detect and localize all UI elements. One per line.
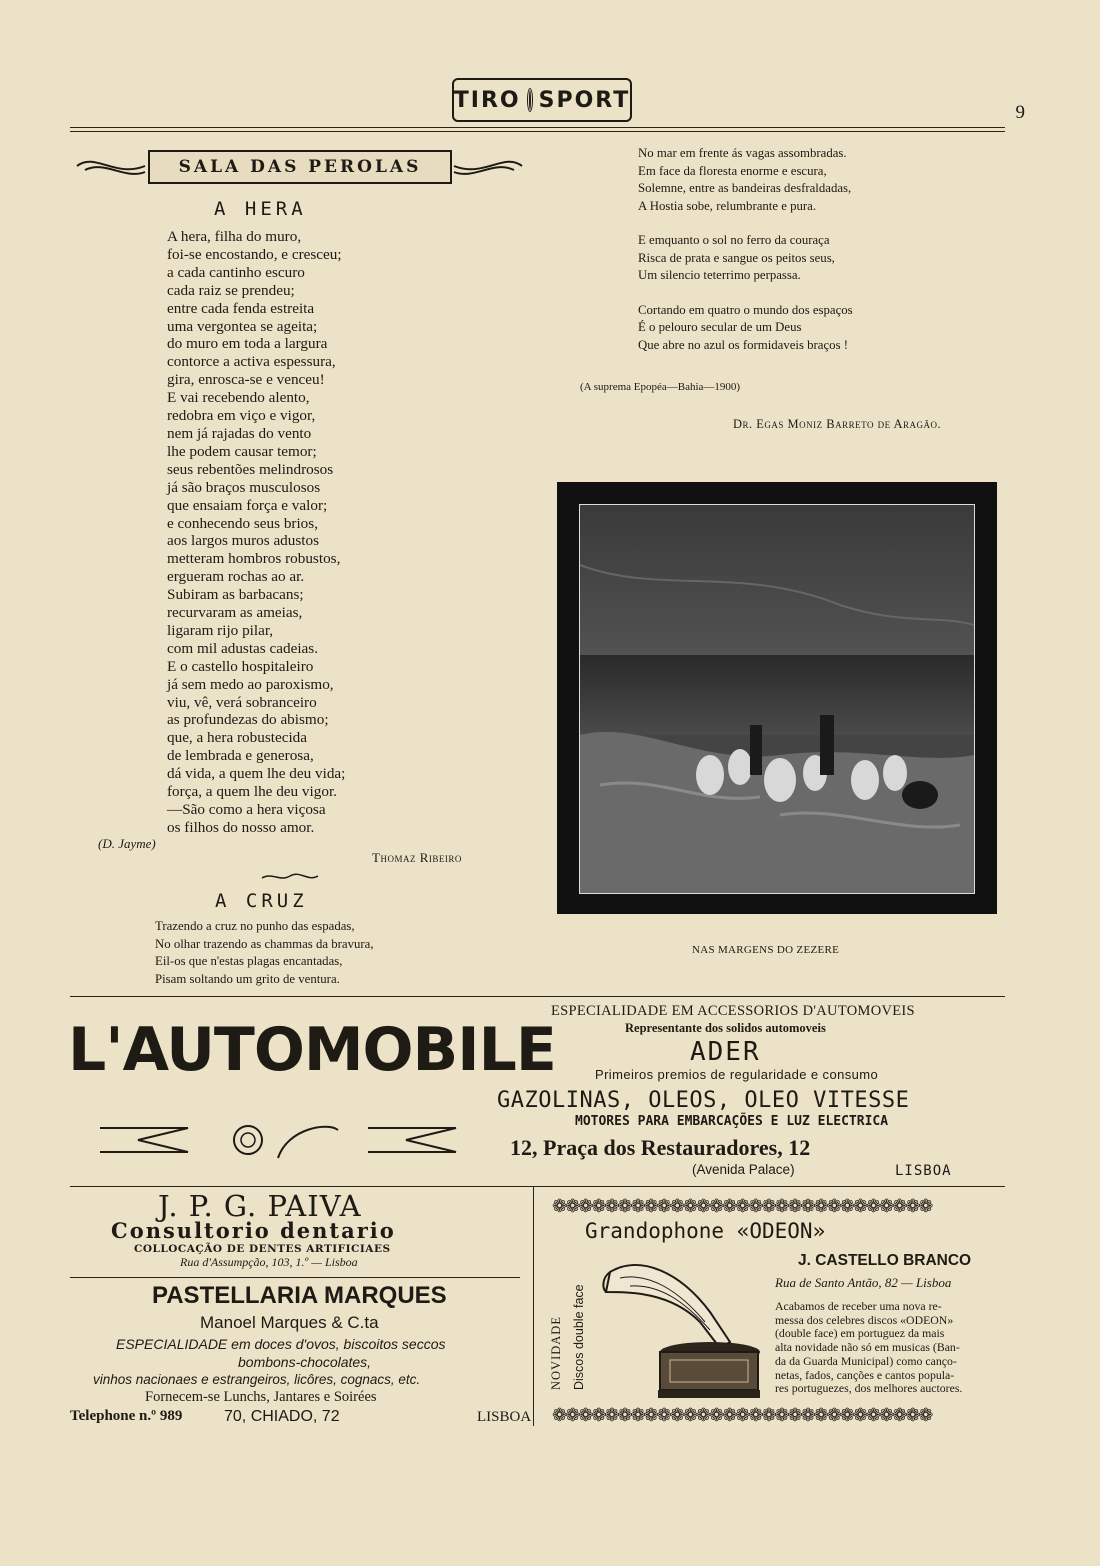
poem-line: dá vida, a quem lhe deu vida;: [167, 765, 346, 783]
poem-author: Thomaz Ribeiro: [372, 850, 462, 865]
ad-odeon-title: Grandophone «ODEON»: [585, 1219, 826, 1243]
poem-cruz-author: Dr. Egas Moniz Barreto de Aragão.: [733, 417, 942, 431]
poem-line: aos largos muros adustos: [167, 532, 320, 550]
ad-body-line: netas, fados, canções e cantos popula-: [775, 1367, 955, 1382]
page-number: 9: [1015, 102, 1025, 123]
ad-pastellaria-address: 70, CHIADO, 72: [224, 1408, 340, 1425]
masthead-left: TIRO: [453, 87, 521, 113]
poem-line: contorce a activa espessura,: [167, 353, 336, 371]
poem-line: Eil-os que n'estas plagas encantadas,: [155, 954, 343, 968]
poem-line: Solemne, entre as bandeiras desfraldadas,: [638, 181, 852, 195]
poem-line: de lembrada e generosa,: [167, 747, 314, 765]
ad-automobile-line1: ESPECIALIDADE EM ACCESSORIOS D'AUTOMOVEIS: [551, 1003, 915, 1019]
poem-line: do muro em toda a largura: [167, 335, 328, 353]
poem-title-hera: A HERA: [214, 198, 307, 220]
poem-source: (A suprema Epopéa—Bahia—1900): [580, 381, 741, 393]
ad-body-line: Acabamos de receber uma nova re-: [775, 1299, 942, 1313]
ad-paiva-name: J. P. G. PAIVA: [158, 1189, 362, 1223]
divider-ornament-icon: [260, 870, 320, 884]
poem-line: foi-se encostando, e cresceu;: [167, 245, 342, 263]
poem-dedication: (D. Jayme): [98, 836, 156, 851]
ad-pastellaria-owner: Manoel Marques & C.ta: [200, 1313, 379, 1332]
poem-line: com mil adustas cadeias.: [167, 639, 318, 657]
poem-line: Risca de prata e sangue os peitos seus,: [638, 250, 835, 265]
poem-line: No olhar trazendo as chammas da bravura,: [155, 936, 374, 951]
poem-line: Cortando em quatro o mundo dos espaços: [638, 302, 853, 317]
ad-automobile-address: 12, Praça dos Restauradores, 12: [510, 1135, 811, 1160]
ads-top-rule: [70, 996, 1005, 997]
poem-line: A Hostia sobe, relumbrante e pura.: [638, 198, 817, 213]
poem-line: gira, enrosca-se e venceu!: [167, 371, 325, 389]
poem-line: os filhos do nosso amor.: [167, 818, 315, 836]
poem-line: Que abre no azul os formidaveis braços !: [638, 337, 849, 352]
ad-odeon-address: Rua de Santo Antão, 82 — Lisboa: [775, 1275, 952, 1290]
ad-automobile-palace: (Avenida Palace): [692, 1162, 795, 1177]
ad-automobile-line6: MOTORES PARA EMBARCAÇÕES E LUZ ELECTRICA: [575, 1114, 889, 1129]
ads-vertical-rule: [533, 1186, 534, 1426]
left-flourish-icon: [75, 148, 147, 184]
poem-line: seus rebentões melindrosos: [167, 460, 334, 478]
ad-pastellaria-city: LISBOA: [477, 1409, 532, 1425]
ad-body-line: res portuguezes, dos melhores auctores.: [775, 1381, 963, 1396]
poem-line: Trazendo a cruz no punho das espadas,: [155, 919, 355, 933]
poem-line: recurvaram as ameias,: [167, 604, 303, 622]
ad-body-line: alta novidade não só em musicas (Ban-: [775, 1340, 960, 1355]
target-icon: [527, 88, 533, 112]
masthead-logo: [452, 78, 632, 122]
poem-line: já são braços musculosos: [167, 478, 321, 496]
poem-line: Pisam soltando um grito de ventura.: [155, 971, 340, 986]
ads-mid-rule: [70, 1186, 1005, 1187]
poem-title-cruz: A CRUZ: [215, 890, 308, 912]
ad-pastellaria-phone: Telephone n.º 989: [70, 1408, 183, 1424]
poem-cruz-continuation: [638, 145, 958, 354]
ad-pastellaria-l2: bombons-chocolates,: [238, 1354, 372, 1370]
odeon-ornament-top: ❁❁❁❁❁❁❁❁❁❁❁❁❁❁❁❁❁❁❁❁❁❁❁❁❁❁❁❁❁: [552, 1196, 932, 1217]
ad-automobile-line2: Representante dos solidos automoveis: [625, 1021, 826, 1035]
ad-automobile-city: LISBOA: [895, 1163, 952, 1179]
poem-line: A hera, filha do muro,: [167, 228, 302, 245]
ad-pastellaria-l3: vinhos nacionaes e estrangeiros, licôres, cognacs, etc.: [93, 1372, 421, 1387]
poem-line: as profundezas do abismo;: [167, 711, 329, 729]
ad-body-line: (double face) em portuguez da mais: [775, 1326, 945, 1341]
poem-line: uma vergontea se ageita;: [167, 317, 318, 335]
poem-line: redobra em viço e vigor,: [167, 407, 316, 425]
poem-line: Um silencio teterrimo perpassa.: [638, 268, 801, 282]
automobile-ornament-icon: [98, 1118, 458, 1164]
poem-line: que ensaiam força e valor;: [167, 496, 328, 514]
poem-line: a cada cantinho escuro: [167, 263, 305, 281]
ad-pastellaria-name: PASTELLARIA MARQUES: [152, 1282, 447, 1309]
poem-line: ligaram rijo pilar,: [167, 621, 274, 639]
poem-line: entre cada fenda estreita: [167, 299, 315, 317]
poem-line: Subiram as barbacans;: [167, 586, 304, 604]
poem-stanza: [638, 302, 958, 355]
top-rule: [70, 127, 1005, 128]
poem-line: E o castello hospitaleiro: [167, 657, 314, 675]
ad-automobile-line4: Primeiros premios de regularidade e consumo: [595, 1067, 879, 1082]
poem-hera: [167, 228, 427, 837]
poem-line: força, a quem lhe deu vigor.: [167, 783, 337, 801]
ad-paiva-address: Rua d'Assumpção, 103, 1.º — Lisboa: [180, 1255, 358, 1269]
ad-pastellaria-l4: Fornecem-se Lunchs, Jantares e Soirées: [145, 1389, 377, 1405]
ad-odeon-vertical1: NOVIDADE: [549, 1316, 563, 1390]
masthead-right: SPORT: [538, 87, 631, 113]
section-title: SALA DAS PEROLAS: [148, 150, 452, 184]
poem-stanza: [638, 145, 958, 215]
poem-line: viu, vê, verá sobranceiro: [167, 693, 317, 711]
ad-automobile-line5: GAZOLINAS, OLEOS, OLEO VITESSE: [497, 1088, 910, 1113]
poem-line: É o pelouro secular de um Deus: [638, 320, 802, 334]
photo-caption: NAS MARGENS DO ZEZERE: [692, 944, 840, 956]
paiva-rule: [70, 1277, 520, 1278]
poem-cruz: [155, 918, 455, 988]
ad-paiva-sub: Consultorio dentario: [111, 1218, 396, 1243]
odeon-ornament-bottom: ❁❁❁❁❁❁❁❁❁❁❁❁❁❁❁❁❁❁❁❁❁❁❁❁❁❁❁❁❁: [552, 1405, 932, 1426]
ad-paiva-sub2: COLLOCAÇÃO DE DENTES ARTIFICIAES: [134, 1243, 391, 1255]
ad-odeon-body: [775, 1300, 1010, 1396]
ad-body-line: messa dos celebres discos «ODEON»: [775, 1312, 954, 1327]
ad-odeon-vertical2: Discos double face: [572, 1284, 586, 1390]
top-rule-2: [70, 131, 1005, 132]
photo-frame: [557, 482, 997, 914]
poem-line: que, a hera robustecida: [167, 729, 307, 747]
poem-line: Em face da floresta enorme e escura,: [638, 163, 827, 178]
ad-pastellaria-l1: ESPECIALIDADE em doces d'ovos, biscoitos seccos: [116, 1336, 446, 1352]
ad-automobile-brand: L'AUTOMOBILE: [68, 1015, 556, 1085]
poem-line: e conhecendo seus brios,: [167, 514, 318, 532]
poem-stanza: [638, 232, 958, 285]
poem-line: —São como a hera viçosa: [167, 801, 326, 818]
poem-line: E vai recebendo alento,: [167, 389, 310, 407]
ad-automobile-ader: ADER: [690, 1037, 761, 1067]
poem-line: metteram hombros robustos,: [167, 550, 341, 568]
gramophone-icon: [600, 1252, 765, 1404]
poem-line: cada raiz se prendeu;: [167, 281, 295, 299]
poem-line: No mar em frente ás vagas assombradas.: [638, 146, 847, 160]
poem-line: ergueram rochas ao ar.: [167, 568, 305, 586]
poem-line: E emquanto o sol no ferro da couraça: [638, 233, 830, 247]
photo-riverbank: [579, 504, 975, 894]
poem-line: lhe podem causar temor;: [167, 442, 317, 460]
ad-odeon-merchant: J. CASTELLO BRANCO: [798, 1252, 972, 1269]
poem-line: nem já rajadas do vento: [167, 424, 312, 442]
ad-body-line: da da Guarda Municipal) como canço-: [775, 1353, 957, 1368]
poem-line: já sem medo ao paroxismo,: [167, 675, 334, 693]
right-flourish-icon: [452, 148, 524, 184]
